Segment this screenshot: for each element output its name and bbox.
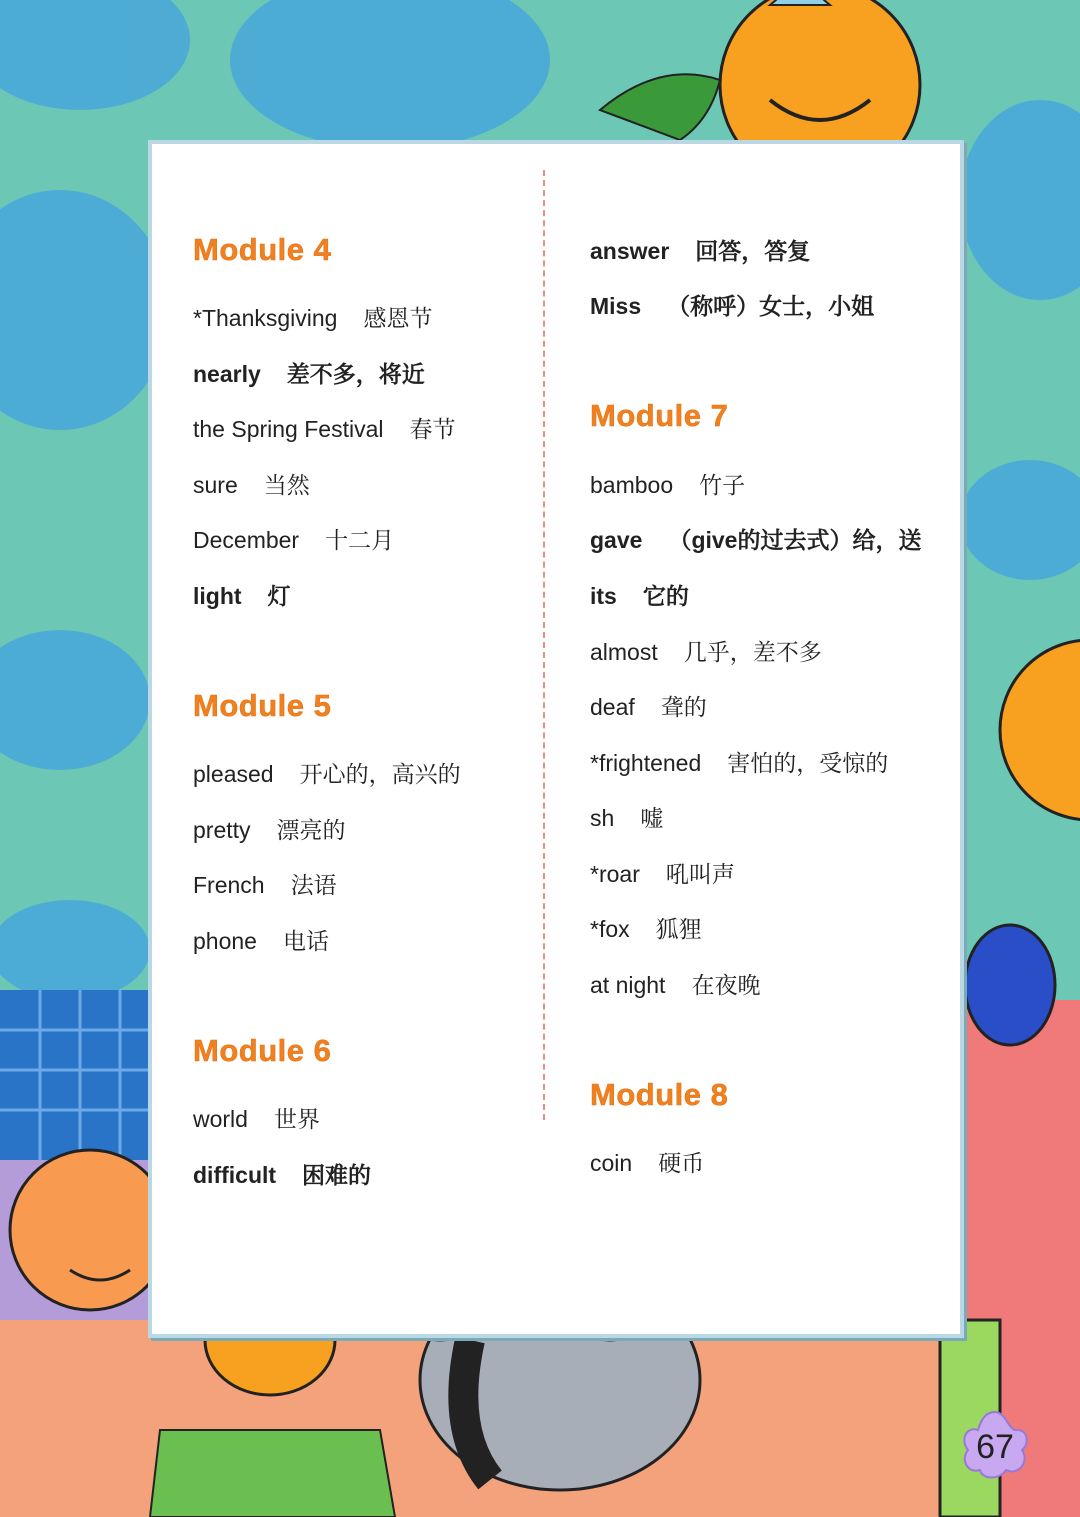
vocab-entry: coin 硬币 <box>590 1150 705 1176</box>
vocab-entry: answer 回答，答复 <box>590 238 811 264</box>
vocab-entry: *roar 吼叫声 <box>590 861 735 887</box>
vocab-entry: *frightened 害怕的，受惊的 <box>590 750 889 776</box>
page-number: 67 <box>976 1428 1014 1466</box>
page-number-badge <box>960 1410 1030 1480</box>
module-heading: Module 8 <box>590 1077 729 1112</box>
vocab-entry: world 世界 <box>193 1106 320 1132</box>
column-divider <box>543 170 545 1120</box>
vocab-entry: nearly 差不多，将近 <box>193 361 425 387</box>
vocab-entry: its 它的 <box>590 583 689 609</box>
vocab-entry: difficult 困难的 <box>193 1162 372 1188</box>
vocab-entry: pleased 开心的，高兴的 <box>193 761 461 787</box>
vocab-entry: phone 电话 <box>193 928 329 954</box>
vocab-entry: sh 嘘 <box>590 805 664 831</box>
module-heading: Module 6 <box>193 1033 332 1068</box>
vocab-entry: gave （give的过去式）给，送 <box>590 527 922 553</box>
vocab-entry: the Spring Festival 春节 <box>193 416 456 442</box>
vocab-entry: pretty 漂亮的 <box>193 817 346 843</box>
vocab-entry: almost 几乎，差不多 <box>590 639 822 665</box>
vocab-entry: deaf 聋的 <box>590 694 707 720</box>
vocab-entry: bamboo 竹子 <box>590 472 746 498</box>
module-heading: Module 7 <box>590 398 729 433</box>
vocab-entry: Miss （称呼）女士，小姐 <box>590 293 875 319</box>
vocab-entry: *Thanksgiving 感恩节 <box>193 305 433 331</box>
module-heading: Module 5 <box>193 688 332 723</box>
vocab-entry: sure 当然 <box>193 472 310 498</box>
vocab-entry: at night 在夜晚 <box>590 972 761 998</box>
vocab-entry: *fox 狐狸 <box>590 916 702 942</box>
vocab-entry: French 法语 <box>193 872 337 898</box>
vocab-entry: December 十二月 <box>193 527 395 553</box>
vocab-entry: light 灯 <box>193 583 291 609</box>
module-heading: Module 4 <box>193 232 332 267</box>
